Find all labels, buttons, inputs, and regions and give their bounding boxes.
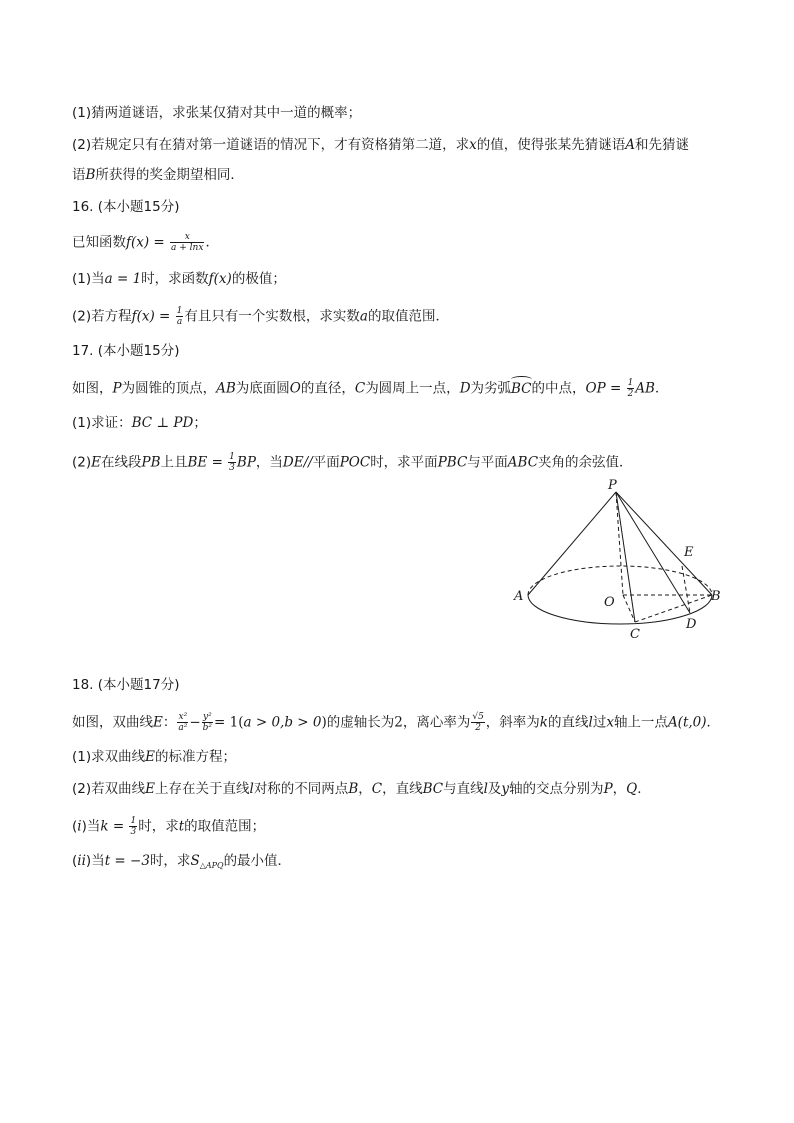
q18-sub-ii: (ii)当t = −3时，求$S_{\triangle APQ}$的最小值．: [72, 853, 292, 870]
label-B: B: [711, 589, 721, 604]
cone-figure: [508, 476, 734, 646]
q16-fraction: $\frac{x}{a + \ln x}$: [171, 232, 204, 253]
q17-intro: 如图，P为圆锥的顶点，AB为底面圆O的直径，C为圆周上一点，D为劣弧BC的中点，OP = $\frac{1}{2}$ AB．: [72, 378, 669, 399]
base-ellipse-front: [528, 595, 712, 624]
label-D: D: [686, 617, 697, 632]
q15-part2-line2: 语B所获得的奖金期望相同．: [72, 167, 244, 183]
q17-part2: (2)E在线段PB上且BE = $\frac{1}{3}$ BP，当DE//平面POC时，求平面PBC与平面ABC夹角的余弦值．: [72, 452, 633, 473]
q16-header: 16. (本小题15分): [72, 199, 180, 215]
label-E: E: [684, 545, 694, 560]
line-PA: [528, 492, 616, 595]
label-O: O: [604, 595, 615, 610]
line-PC: [616, 492, 635, 622]
q16-part2: (2)若方程f(x) = $\frac{1}{a}$ 有且只有一个实数根，求实数a的取值范围．: [72, 306, 449, 327]
label-A: A: [514, 589, 524, 604]
line-PO: [616, 492, 623, 595]
label-C: C: [630, 627, 640, 642]
line-PB: [616, 492, 712, 595]
q15-part1: (1)猜两道谜语，求张某仅猜对其中一道的概率；: [72, 105, 362, 121]
label-P: P: [608, 478, 617, 493]
q17-header: 17. (本小题15分): [72, 343, 180, 359]
line-CB: [635, 595, 712, 622]
q17-part1: (1)求证：BC ⊥ PD；: [72, 415, 207, 431]
q18-part2: (2)若双曲线E上存在关于直线l对称的不同两点B，C，直线BC与直线l及y轴的交点分别为P，Q．: [72, 781, 651, 797]
q18-part1: (1)求双曲线E的标准方程；: [72, 749, 236, 765]
q16-given: 已知函数f(x) = $\frac{x}{a + \ln x}$ ．: [72, 232, 219, 253]
q18-sub-i: (i)当k = $\frac{1}{3}$ 时，求t的取值范围；: [72, 816, 266, 837]
q18-intro: 如图，双曲线E： $\frac{\text{x²}}{\text{a²}}$ − $\frac{\text{y²}}{\text{b²}}$ = 1(a > 0,b > 0)的虚轴长为2，离心率为 $\frac{√5}{2}$ ，斜率为k的直线l过x轴上一点A(t,0)．: [72, 712, 721, 733]
q16-part1: (1)当a = 1时，求函数f(x)的极值；: [72, 271, 286, 287]
q18-header: 18. (本小题17分): [72, 677, 180, 693]
arc-bc: BC: [511, 380, 532, 397]
q15-part2-line1: (2)若规定只有在猜对第一道谜语的情况下，才有资格猜第二道，求x的值，使得张某先猜谜语A和先猜谜: [72, 137, 689, 153]
